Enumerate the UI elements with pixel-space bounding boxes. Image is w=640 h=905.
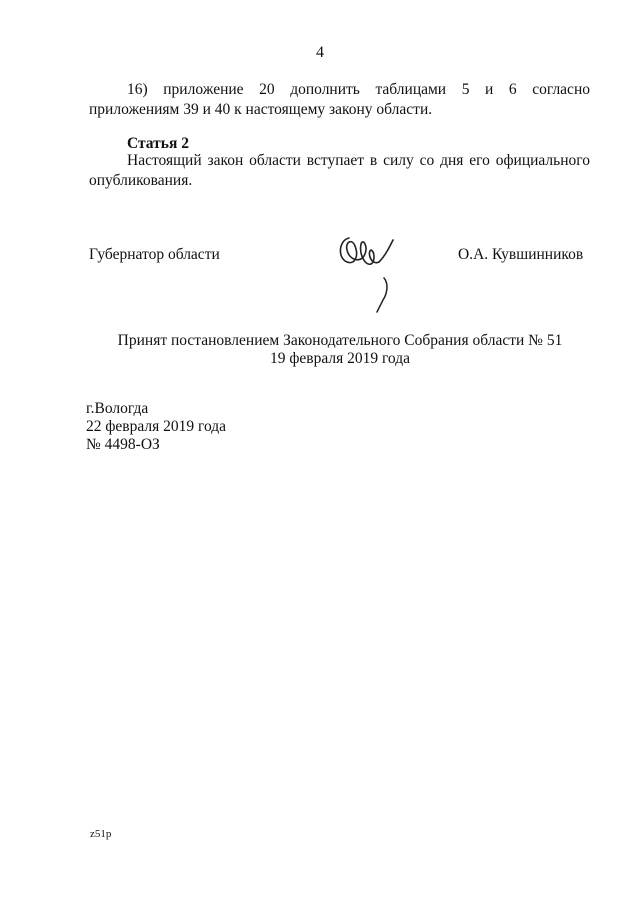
page-number: 4 bbox=[316, 44, 324, 61]
item-16-paragraph: 16) приложение 20 дополнить таблицами 5 и 6 согласно приложениям 39 и 40 к настоящему закону области. bbox=[89, 81, 590, 118]
footer-code: z51p bbox=[90, 828, 112, 840]
signature-icon bbox=[335, 228, 415, 313]
signatory-name: О.А. Кувшинников bbox=[458, 246, 584, 263]
adoption-line-1: Принят постановлением Законодательного Собрания области № 51 bbox=[117, 332, 563, 349]
city: г.Вологда bbox=[86, 400, 149, 417]
law-number: № 4498-ОЗ bbox=[86, 436, 160, 453]
article-2-text: Настоящий закон области вступает в силу со дня его официального опубликования. bbox=[89, 152, 590, 189]
signatory-position: Губернатор области bbox=[89, 246, 220, 263]
adoption-line-2: 19 февраля 2019 года bbox=[269, 350, 411, 367]
signing-date: 22 февраля 2019 года bbox=[86, 418, 227, 435]
article-2-heading: Статья 2 bbox=[127, 135, 189, 152]
